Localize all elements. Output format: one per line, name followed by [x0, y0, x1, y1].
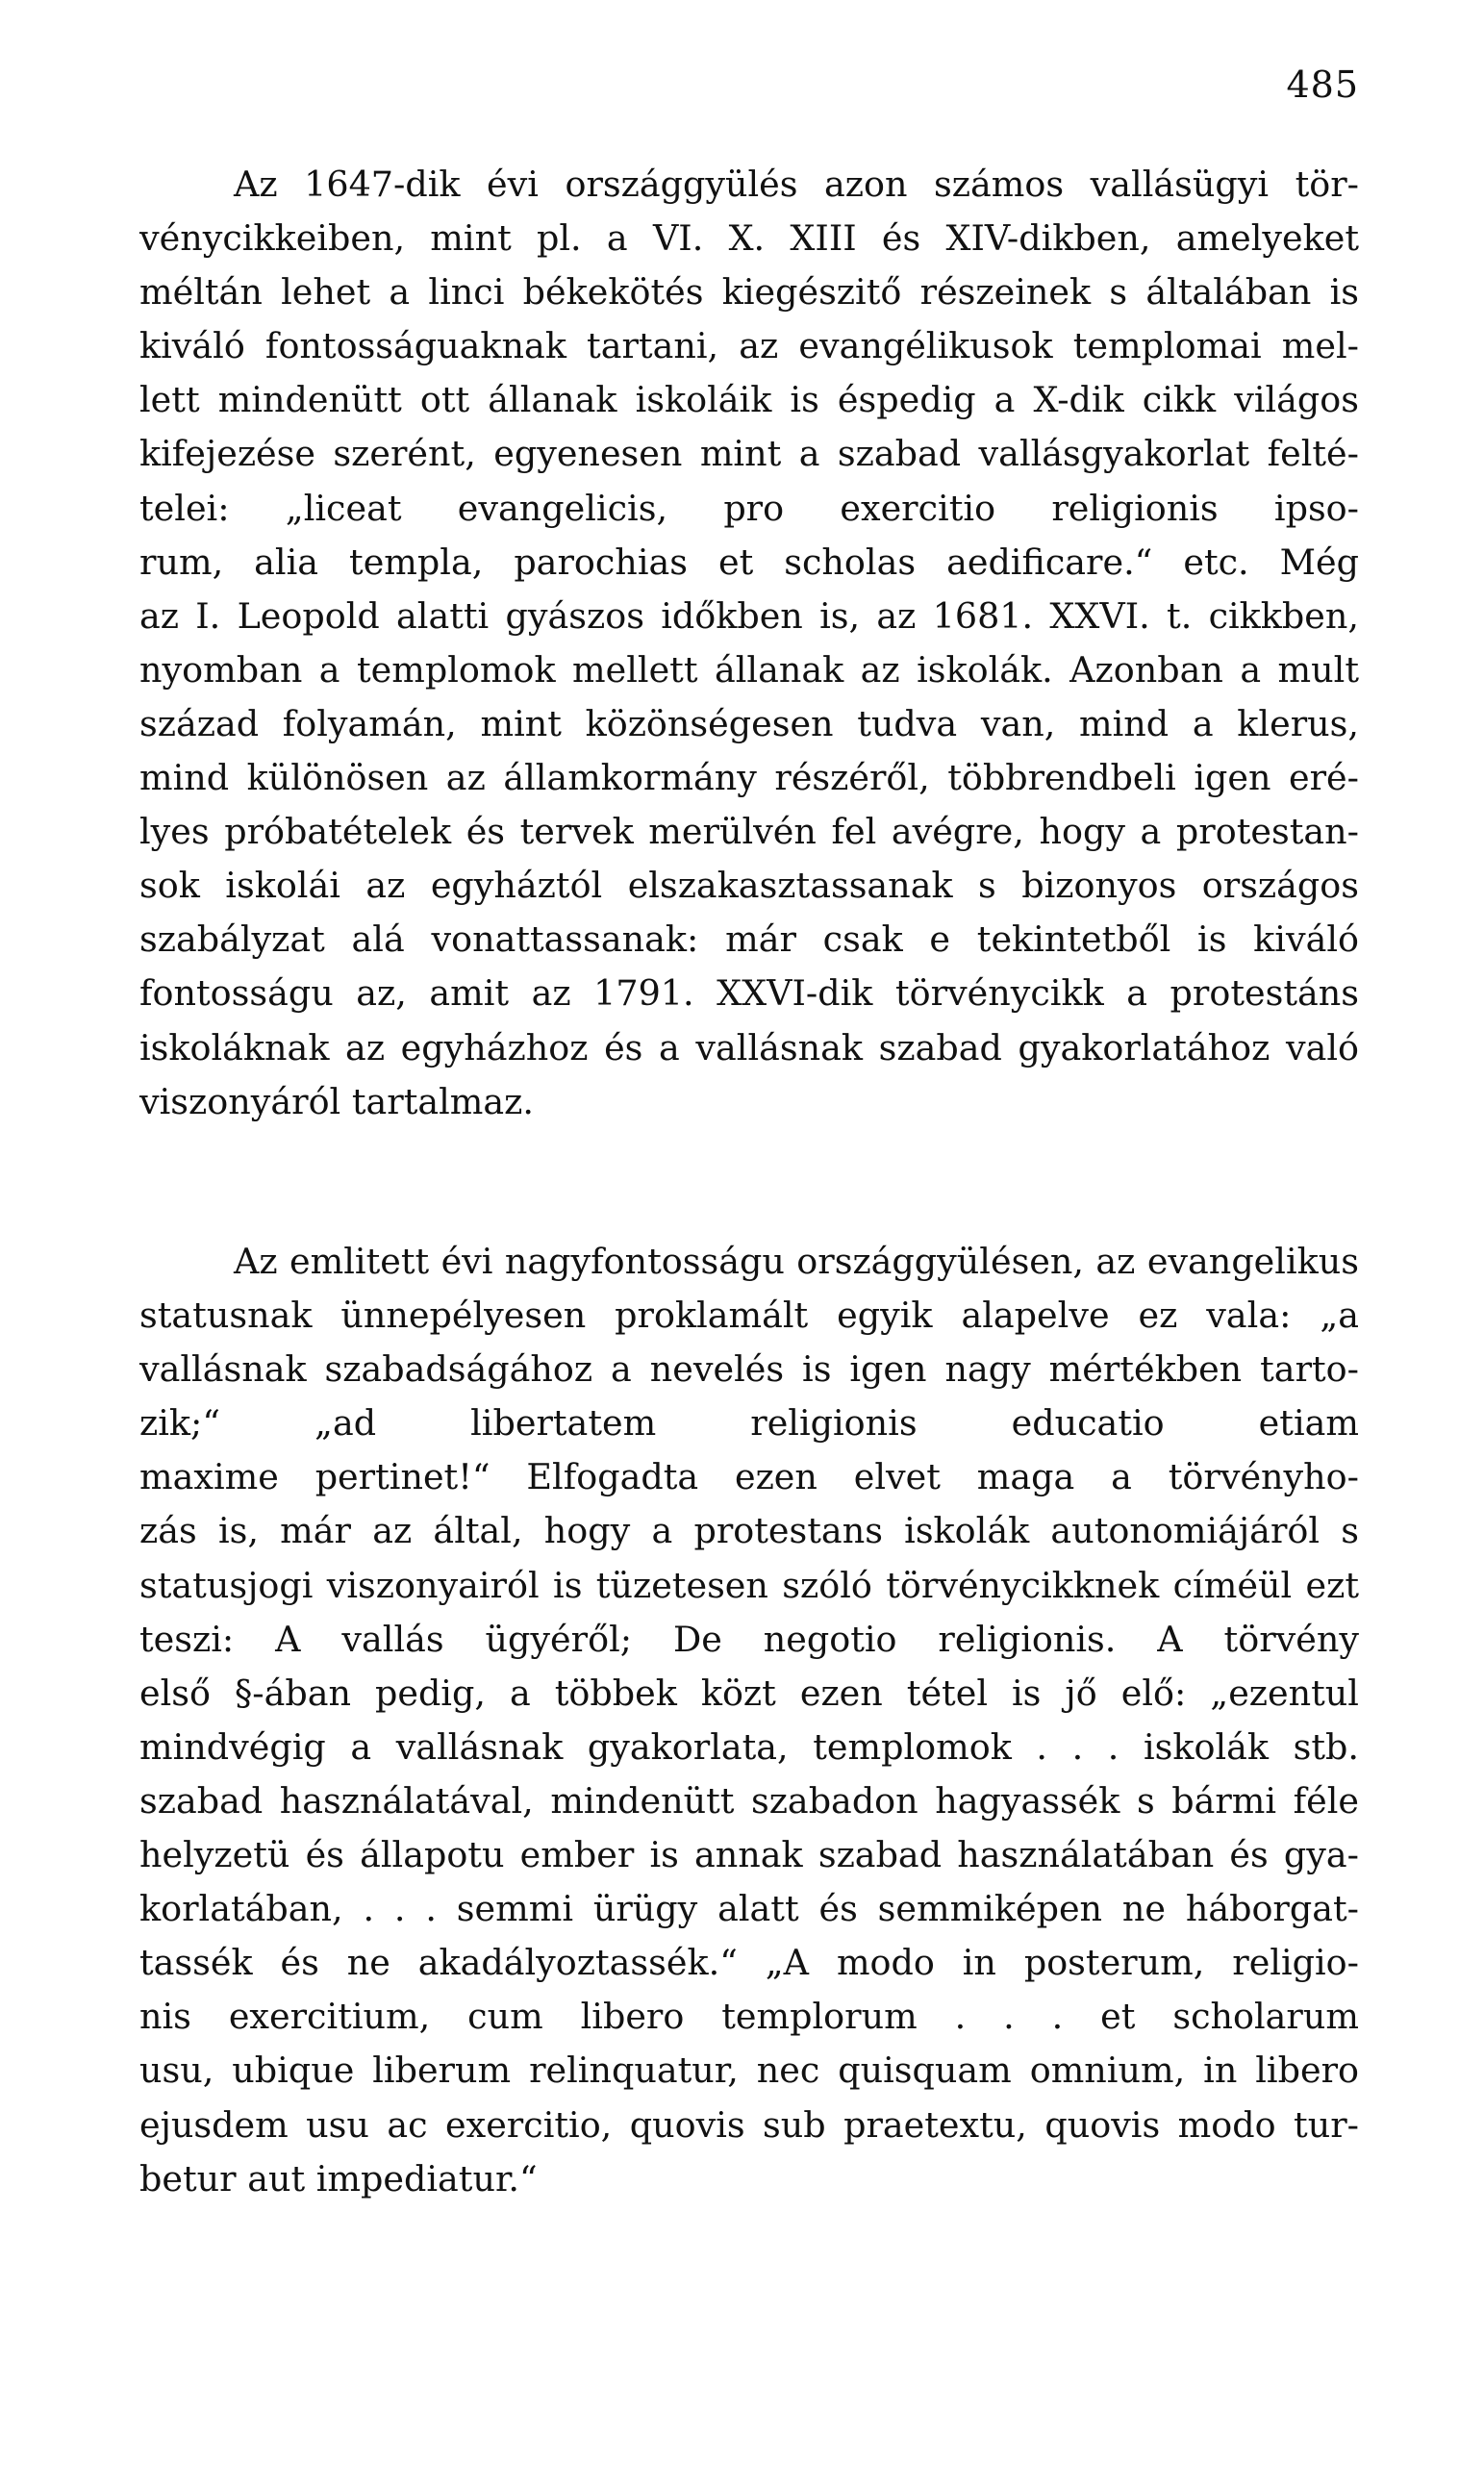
text-line: zás is, már az által, hogy a protestans iskolák autonomiájáról s	[139, 1510, 1359, 1552]
text-line: maxime pertinet!“ Elfogadta ezen elvet maga a törvényho-	[139, 1456, 1359, 1498]
text-line: század folyamán, mint közönségesen tudva van, mind a klerus,	[139, 702, 1359, 744]
text-line: vallásnak szabadságához a nevelés is igen nagy mértékben tarto-	[139, 1348, 1359, 1391]
text-line: helyzetü és állapotu ember is annak szabad használatában és gya-	[139, 1834, 1359, 1876]
text-line: vénycikkeiben, mint pl. a VI. X. XIII és XIV-dikben, amelyeket	[139, 217, 1359, 260]
text-line: mindvégig a vallásnak gyakorlata, templomok . . . iskolák stb.	[139, 1725, 1359, 1768]
text-line: mind különösen az államkormány részéről, többrendbeli igen eré-	[139, 757, 1359, 799]
text-line: nis exercitium, cum libero templorum . . . et scholarum	[139, 1996, 1359, 2038]
paragraph-2	[139, 1235, 1359, 2206]
text-line: teszi: A vallás ügyéről; De negotio religionis. A törvény	[139, 1618, 1359, 1660]
text-line: méltán lehet a linci békekötés kiegészitő részeinek s általában is	[139, 271, 1359, 314]
text-line: statusjogi viszonyairól is tüzetesen szóló törvénycikknek címéül ezt	[139, 1564, 1359, 1606]
text-line: zik;“ „ad libertatem religionis educatio etiam	[139, 1402, 1359, 1445]
text-line: statusnak ünnepélyesen proklamált egyik alapelve ez vala: „a	[139, 1295, 1359, 1337]
text-line: betur aut impediatur.“	[139, 2157, 538, 2200]
text-line: sok iskolái az egyháztól elszakasztassanak s bizonyos országos	[139, 865, 1359, 907]
page-number: 485	[1286, 63, 1359, 106]
text-line: szabályzat alá vonattassanak: már csak e tekintetből is kiváló	[139, 918, 1359, 961]
text-line: telei: „liceat evangelicis, pro exercitio religionis ipso-	[139, 487, 1359, 529]
text-line: ejusdem usu ac exercitio, quovis sub praetextu, quovis modo tur-	[139, 2103, 1359, 2146]
text-line: korlatában, . . . semmi ürügy alatt és semmiképen ne háborgat-	[139, 1888, 1359, 1930]
text-line: tassék és ne akadályoztassék.“ „A modo in posterum, religio-	[139, 1942, 1359, 1984]
paragraph-1	[139, 158, 1359, 1129]
text-line: Az 1647-dik évi országgyülés azon számos vallásügyi tör-	[234, 163, 1359, 205]
text-line: kiváló fontosságuaknak tartani, az evangélikusok templomai mel-	[139, 325, 1359, 367]
text-line: lett mindenütt ott állanak iskoláik is éspedig a X-dik cikk világos	[139, 379, 1359, 421]
text-line: nyomban a templomok mellett állanak az iskolák. Azonban a mult	[139, 648, 1359, 691]
text-line: kifejezése szerént, egyenesen mint a szabad vallásgyakorlat felté-	[139, 433, 1359, 475]
text-line: usu, ubique liberum relinquatur, nec quisquam omnium, in libero	[139, 2049, 1359, 2092]
text-line: rum, alia templa, parochias et scholas aedificare.“ etc. Még	[139, 541, 1359, 583]
text-line: iskoláknak az egyházhoz és a vallásnak szabad gyakorlatához való	[139, 1026, 1359, 1069]
text-line: fontosságu az, amit az 1791. XXVI-dik törvénycikk a protestáns	[139, 972, 1359, 1015]
text-line: szabad használatával, mindenütt szabadon hagyassék s bármi féle	[139, 1779, 1359, 1822]
text-line: első §-ában pedig, a többek közt ezen tétel is jő elő: „ezentul	[139, 1672, 1359, 1714]
text-line: viszonyáról tartalmaz.	[139, 1080, 535, 1122]
text-line: Az emlitett évi nagyfontosságu országgyülésen, az evangelikus	[234, 1241, 1359, 1282]
text-line: lyes próbatételek és tervek merülvén fel avégre, hogy a protestan-	[139, 811, 1359, 853]
text-line: az I. Leopold alatti gyászos időkben is, az 1681. XXVI. t. cikkben,	[139, 594, 1359, 637]
